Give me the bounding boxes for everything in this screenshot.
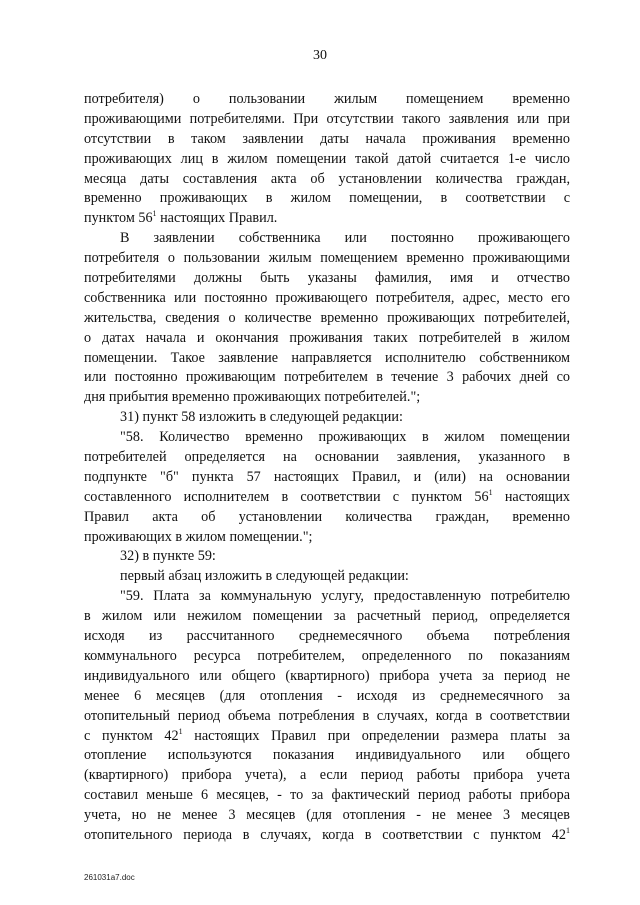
line-text: 31) пункт 58 изложить в следующей редакции: bbox=[120, 409, 403, 426]
line-text: пунктом 56 bbox=[84, 210, 153, 227]
line-text: или постоянно проживающим потребителем в течение 3 рабочих дней со bbox=[84, 369, 570, 386]
file-identifier: 261031a7.doc bbox=[84, 873, 135, 882]
line-text: жительства, сведения о количестве временно проживающих потребителей, bbox=[84, 309, 570, 326]
line-text: собственника или постоянно проживающего потребителя, адрес, место его bbox=[84, 289, 570, 306]
text-line bbox=[84, 408, 570, 428]
text-line bbox=[84, 727, 570, 747]
line-text: помещении. Такое заявление направляется исполнителю собственником bbox=[84, 349, 570, 366]
line-text: временно проживающих в жилом помещении, в соответствии с bbox=[84, 190, 570, 207]
text-line bbox=[84, 329, 570, 349]
superscript: 1 bbox=[566, 825, 570, 835]
line-text: месяца даты составления акта об установлении количества граждан, bbox=[84, 170, 570, 187]
text-line bbox=[84, 189, 570, 209]
text-line bbox=[84, 647, 570, 667]
text-line bbox=[84, 627, 570, 647]
text-line bbox=[84, 229, 570, 249]
text-line bbox=[84, 428, 570, 448]
line-text: настоящих bbox=[492, 488, 571, 505]
line-text: "59. Плата за коммунальную услугу, предоставленную потребителю bbox=[120, 588, 570, 605]
document-body bbox=[84, 90, 570, 846]
line-text: дня прибытия временно проживающих потребителей."; bbox=[84, 389, 421, 406]
text-line bbox=[84, 368, 570, 388]
line-text: коммунального ресурса потребителем, определенного по показаниям bbox=[84, 647, 570, 664]
text-line bbox=[84, 547, 570, 567]
superscript: 1 bbox=[488, 487, 493, 497]
line-text: (квартирного) прибора учета), а если период работы прибора учета bbox=[84, 767, 570, 784]
line-text: 32) в пункте 59: bbox=[120, 548, 216, 565]
text-line bbox=[84, 567, 570, 587]
text-line bbox=[84, 488, 570, 508]
text-line bbox=[84, 388, 570, 408]
text-line bbox=[84, 687, 570, 707]
line-text: потребителя о пользовании жилым помещением временно проживающими bbox=[84, 250, 570, 267]
text-line bbox=[84, 150, 570, 170]
page-number: 30 bbox=[313, 48, 327, 63]
line-text: индивидуального или общего (квартирного) прибора учета за период не bbox=[84, 667, 570, 684]
text-line bbox=[84, 209, 570, 229]
text-line bbox=[84, 826, 570, 846]
text-line bbox=[84, 508, 570, 528]
line-text: составил меньше 6 месяцев, - то за фактический период работы прибора bbox=[84, 787, 570, 804]
line-text: о датах начала и окончания проживания таких потребителей в жилом bbox=[84, 329, 570, 346]
text-line bbox=[84, 806, 570, 826]
line-text: с пунктом 42 bbox=[84, 727, 179, 744]
line-text: менее 6 месяцев (для отопления - исходя из среднемесячного за bbox=[84, 687, 570, 704]
line-text: исходя из рассчитанного среднемесячного объема потребления bbox=[84, 628, 570, 645]
line-text: первый абзац изложить в следующей редакции: bbox=[120, 568, 409, 585]
text-line bbox=[84, 269, 570, 289]
text-line bbox=[84, 130, 570, 150]
text-line bbox=[84, 528, 570, 548]
text-line bbox=[84, 289, 570, 309]
text-line bbox=[84, 110, 570, 130]
line-text: отопительного периода в случаях, когда в соответствии с пунктом 42 bbox=[84, 826, 566, 843]
text-line bbox=[84, 607, 570, 627]
text-line bbox=[84, 667, 570, 687]
text-line bbox=[84, 349, 570, 369]
line-text: подпункте "б" пункта 57 настоящих Правил, и (или) на основании bbox=[84, 468, 570, 485]
line-text: отсутствии в таком заявлении даты начала проживания временно bbox=[84, 130, 570, 147]
line-text: проживающими потребителями. При отсутствии такого заявления или при bbox=[84, 110, 570, 127]
text-line bbox=[84, 707, 570, 727]
superscript: 1 bbox=[178, 726, 183, 736]
text-line bbox=[84, 766, 570, 786]
line-text: Правил акта об установлении количества граждан, временно bbox=[84, 508, 570, 525]
line-text: "58. Количество временно проживающих в жилом помещении bbox=[120, 429, 570, 446]
text-line bbox=[84, 309, 570, 329]
text-line bbox=[84, 90, 570, 110]
line-text: учета, но не менее 3 месяцев (для отопления - не менее 3 месяцев bbox=[84, 807, 570, 824]
text-line bbox=[84, 170, 570, 190]
superscript: 1 bbox=[152, 209, 157, 219]
text-line bbox=[84, 468, 570, 488]
line-text: в жилом или нежилом помещении за расчетный период, определяется bbox=[84, 608, 570, 625]
text-line bbox=[84, 786, 570, 806]
line-text: проживающих лиц в жилом помещении такой датой считается 1-е число bbox=[84, 150, 570, 167]
line-text: отопительный период объема потребления в случаях, когда в соответствии bbox=[84, 707, 570, 724]
line-text: настоящих Правил при определении размера платы за bbox=[182, 727, 570, 744]
text-line bbox=[84, 249, 570, 269]
line-text: потребителей определяется на основании заявления, указанного в bbox=[84, 449, 570, 466]
text-line bbox=[84, 746, 570, 766]
line-text: отопление используются показания индивидуального или общего bbox=[84, 747, 570, 764]
line-text: потребителя) о пользовании жилым помещением временно bbox=[84, 91, 570, 107]
line-text: проживающих в жилом помещении."; bbox=[84, 528, 313, 545]
line-text: составленного исполнителем в соответствии с пунктом 56 bbox=[84, 488, 489, 505]
line-text: настоящих Правил. bbox=[156, 210, 278, 227]
line-text: В заявлении собственника или постоянно проживающего bbox=[120, 230, 570, 247]
line-text: потребителями должны быть указаны фамилия, имя и отчество bbox=[84, 270, 570, 287]
text-line bbox=[84, 448, 570, 468]
text-line bbox=[84, 587, 570, 607]
